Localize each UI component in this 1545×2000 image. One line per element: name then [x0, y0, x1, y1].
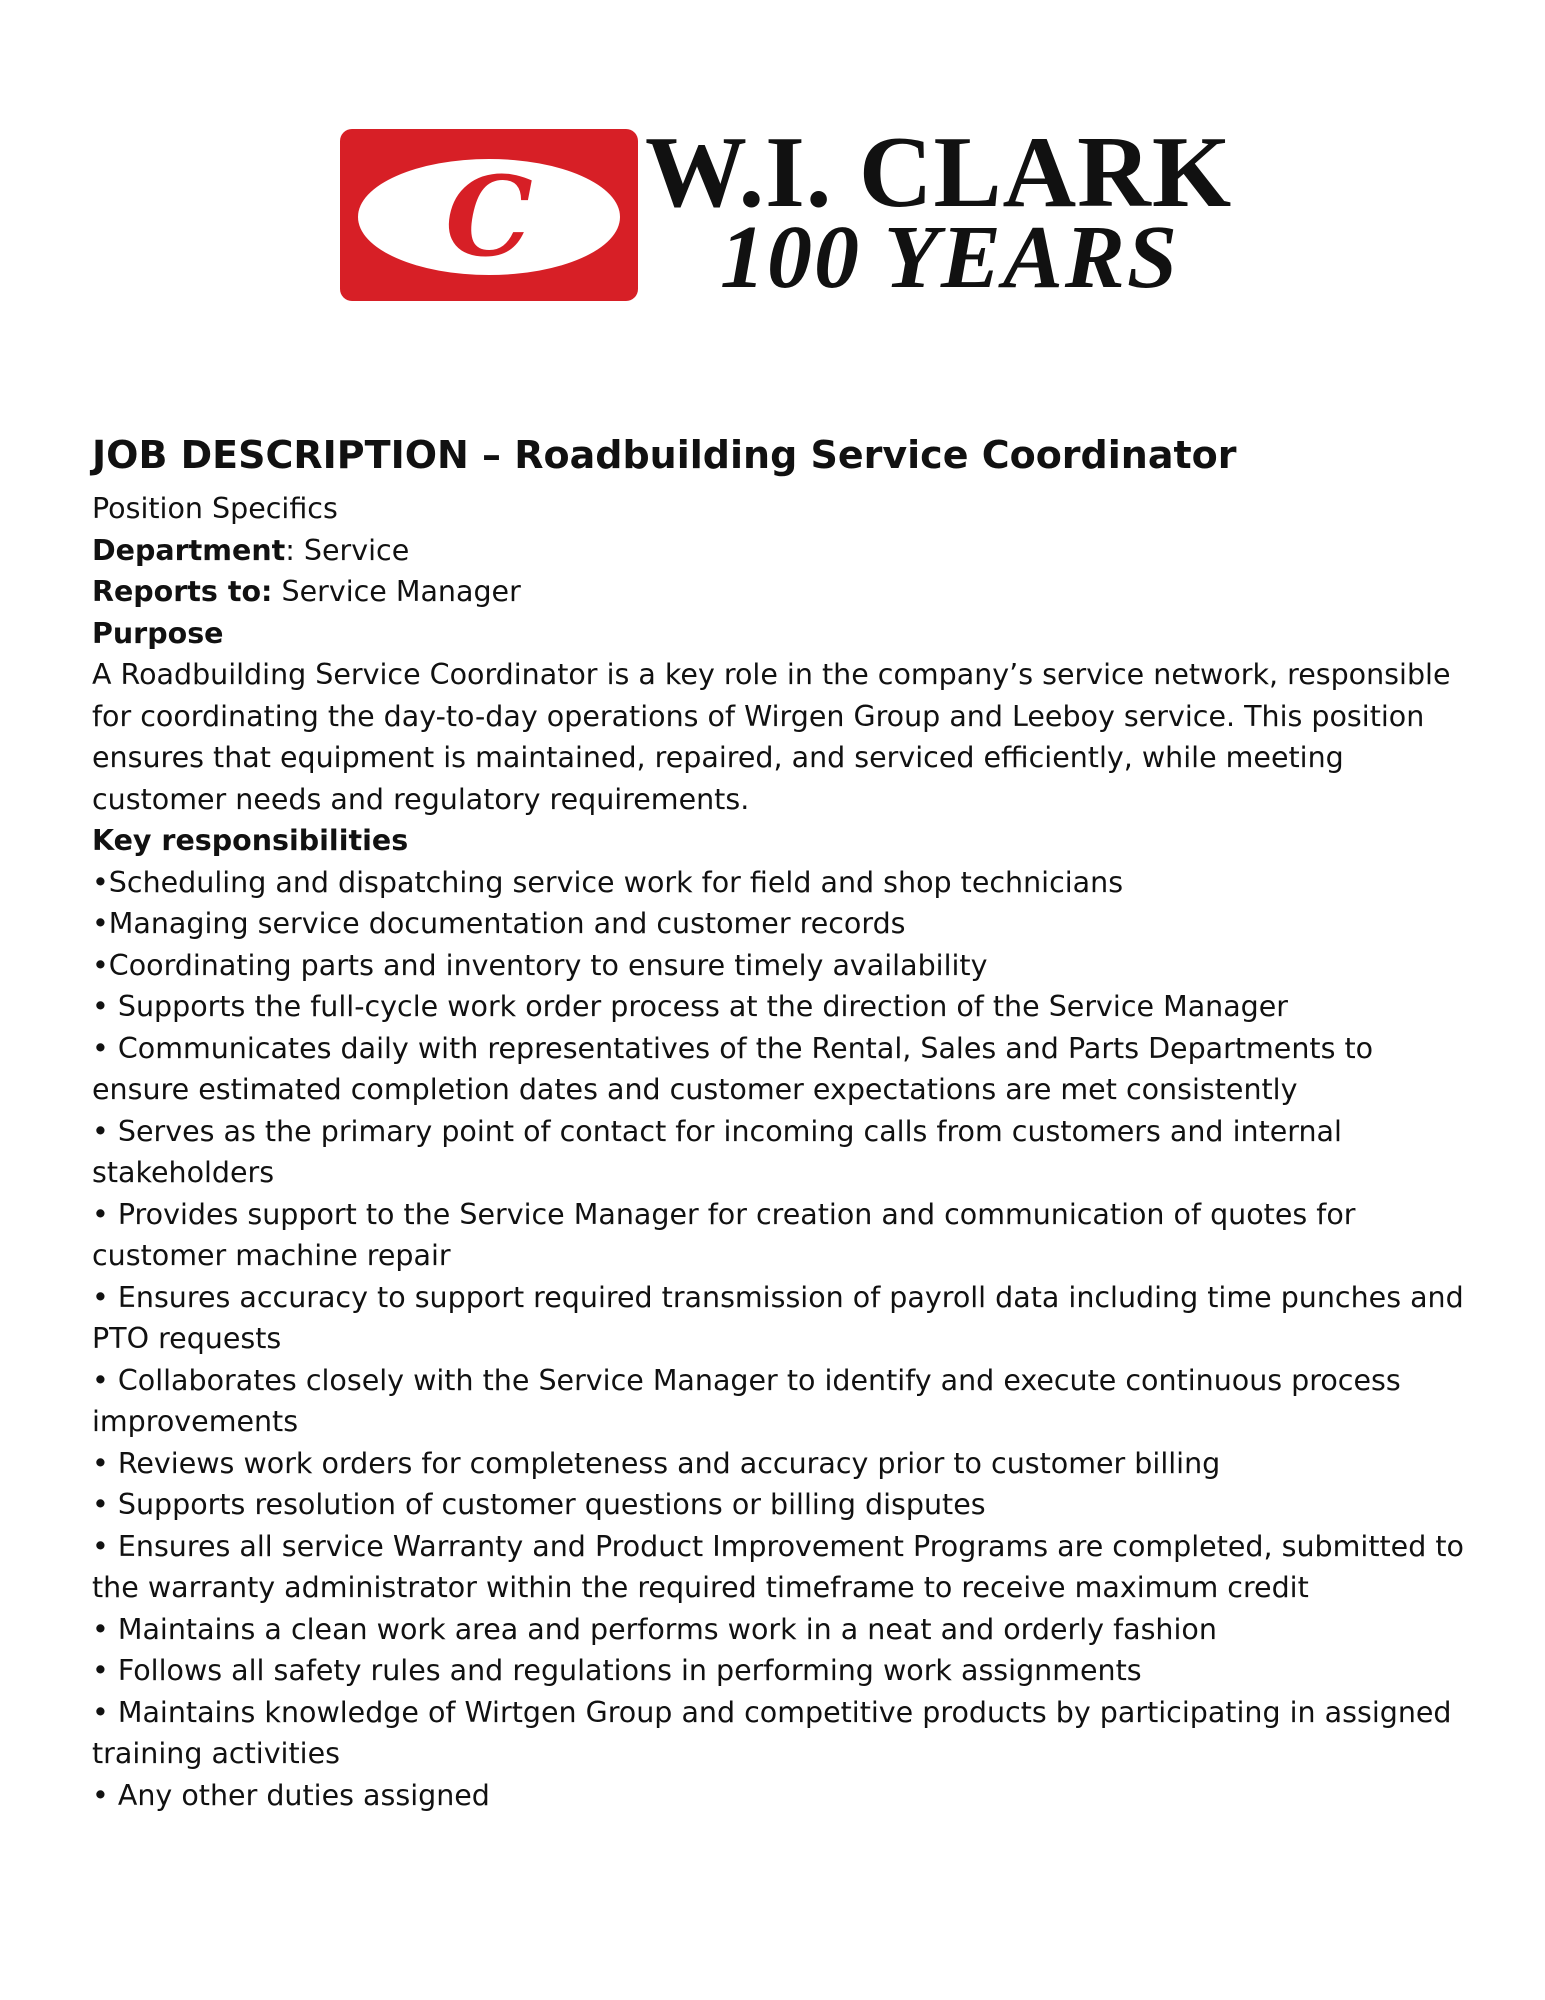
purpose-text: A Roadbuilding Service Coordinator is a key role in the company’s service network, responsible for coordinating the day-to-day operations of Wirgen Group and Leeboy service. This position ensures that equipment is maintained, repaired, and serviced efficiently, while meeting customer needs and regulatory requirements. — [92, 658, 1451, 816]
list-item: • Supports the full-cycle work order process at the direction of the Service Manager — [92, 990, 1289, 1023]
logo-monogram: C — [445, 152, 533, 281]
list-item: • Ensures all service Warranty and Product Improvement Programs are completed, submitted to the warranty administrator within the required timeframe to receive maximum credit — [92, 1529, 1464, 1604]
list-item: • Reviews work orders for completeness and accuracy prior to customer billing — [92, 1446, 1221, 1480]
job-description-body — [92, 428, 1472, 1816]
list-item: • Follows all safety rules and regulations in performing work assignments — [92, 1654, 1142, 1687]
list-item: • Maintains knowledge of Wirtgen Group and competitive products by participating in assigned training activities — [92, 1695, 1452, 1770]
reports-to-row — [92, 571, 1472, 613]
list-item: • Communicates daily with representatives of the Rental, Sales and Parts Departments to ensure estimated completion dates and customer expectations are met consistently — [92, 1031, 1374, 1106]
department-label: Department — [92, 533, 286, 567]
list-item: •Managing service documentation and customer records — [92, 907, 906, 940]
list-item: • Provides support to the Service Manager for creation and communication of quotes for customer machine repair — [92, 1197, 1356, 1272]
list-item: • Serves as the primary point of contact for incoming calls from customers and internal stakeholders — [92, 1114, 1342, 1189]
department-separator: : — [285, 533, 304, 567]
department-value: Service — [303, 533, 410, 567]
responsibilities-heading: Key responsibilities — [92, 824, 409, 857]
list-item: • Ensures accuracy to support required transmission of payroll data including time punches and PTO requests — [92, 1280, 1464, 1355]
reports-to-value: Service Manager — [272, 575, 521, 608]
responsibilities-list — [92, 862, 1472, 1817]
list-item: • Supports resolution of customer questions or billing disputes — [92, 1488, 986, 1521]
position-specifics-label: Position Specifics — [92, 492, 338, 525]
company-logo — [340, 116, 1240, 307]
logo-brand-name: W.I. CLARK — [645, 116, 1233, 229]
list-item: • Collaborates closely with the Service Manager to identify and execute continuous process improvements — [92, 1363, 1401, 1438]
department-row — [92, 530, 1472, 572]
logo-red-badge — [340, 129, 638, 301]
list-item: • Any other duties assigned — [92, 1778, 490, 1812]
reports-to-label: Reports to: — [92, 575, 273, 608]
logo-oval — [358, 152, 620, 281]
logo-tagline: 100 YEARS — [720, 208, 1179, 307]
list-item: •Coordinating parts and inventory to ensure timely availability — [92, 948, 988, 982]
purpose-heading: Purpose — [92, 616, 224, 650]
page-title: JOB DESCRIPTION – Roadbuilding Service Coordinator — [92, 433, 1237, 477]
list-item: • Maintains a clean work area and performs work in a neat and orderly fashion — [92, 1612, 1217, 1646]
list-item: •Scheduling and dispatching service work for field and shop technicians — [92, 865, 1124, 899]
